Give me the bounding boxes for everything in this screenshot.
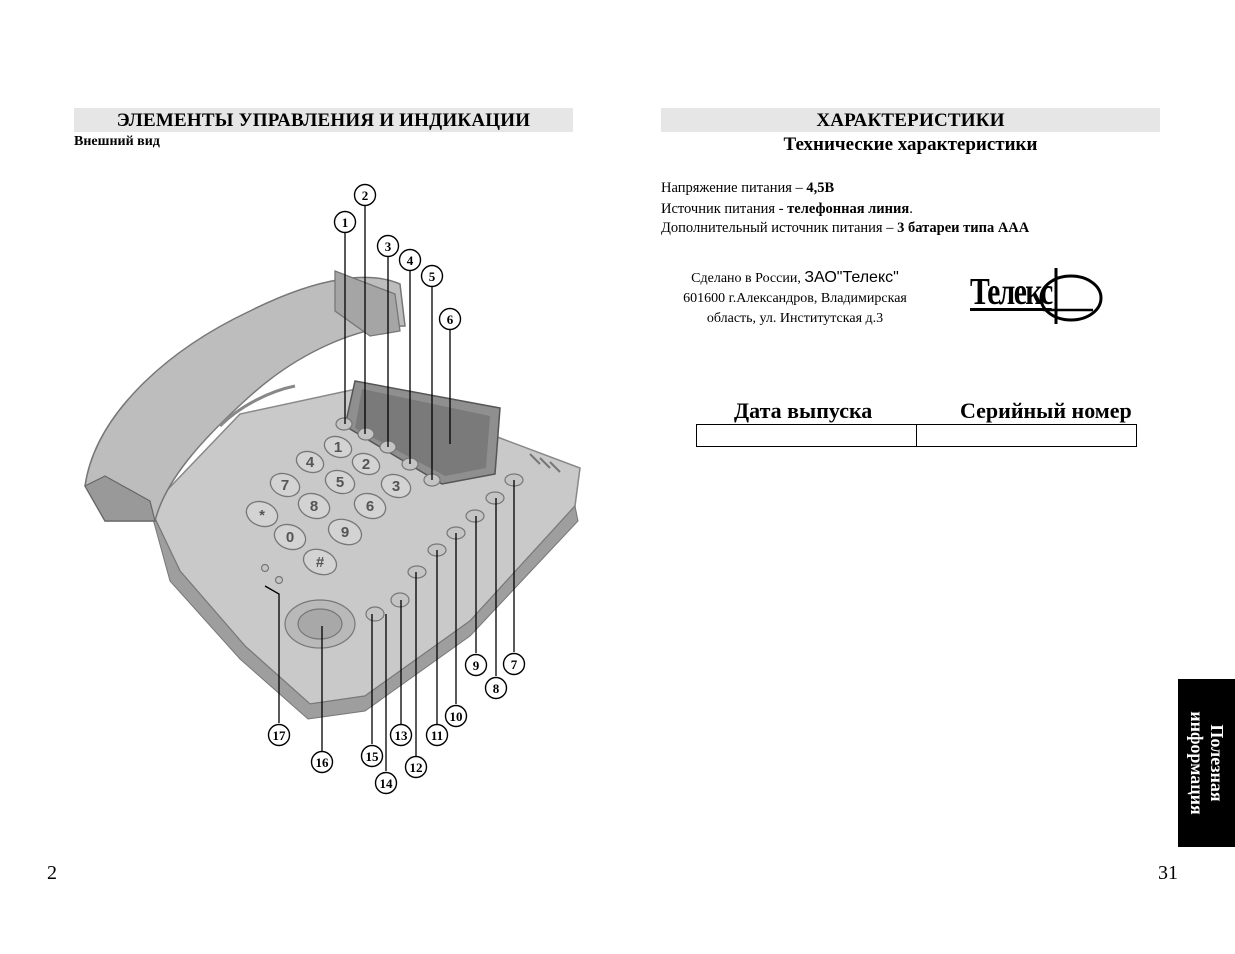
svg-text:3: 3 bbox=[384, 239, 392, 254]
svg-text:15: 15 bbox=[365, 749, 379, 764]
callout-4 bbox=[400, 250, 421, 271]
page-number-right: 31 bbox=[1158, 862, 1178, 884]
spec-label: Напряжение питания – bbox=[661, 180, 807, 196]
logo-circle-mark bbox=[965, 262, 1105, 328]
callout-16 bbox=[312, 752, 333, 773]
callout-14 bbox=[376, 773, 397, 794]
page-number-left: 2 bbox=[47, 862, 57, 884]
svg-text:6: 6 bbox=[446, 312, 454, 327]
spec-value: телефонная линия bbox=[787, 201, 910, 217]
spec-voltage bbox=[661, 180, 834, 197]
left-section-subtitle: Внешний вид bbox=[74, 134, 160, 149]
key-1: 1 bbox=[333, 439, 343, 456]
telex-logo bbox=[965, 262, 1105, 328]
callout-9 bbox=[466, 655, 487, 676]
spec-value: 3 батареи типа AAA bbox=[897, 220, 1030, 236]
key-2: 2 bbox=[361, 456, 371, 473]
key-9: 9 bbox=[340, 524, 350, 541]
right-section-subtitle: Технические характеристики bbox=[783, 134, 1038, 155]
key-0: 0 bbox=[285, 529, 295, 546]
svg-text:8: 8 bbox=[492, 681, 500, 696]
manufacturer-info bbox=[661, 268, 929, 329]
logo-text: Телекс bbox=[970, 271, 1052, 313]
key-6: 6 bbox=[365, 498, 375, 515]
right-section-title: ХАРАКТЕРИСТИКИ bbox=[661, 108, 1160, 132]
key-4: 4 bbox=[305, 454, 315, 471]
svg-text:14: 14 bbox=[379, 776, 393, 791]
svg-text:11: 11 bbox=[430, 728, 444, 743]
left-section-title: ЭЛЕМЕНТЫ УПРАВЛЕНИЯ И ИНДИКАЦИИ bbox=[74, 108, 573, 132]
telephone-illustration bbox=[70, 176, 590, 801]
callout-11 bbox=[427, 725, 448, 746]
manufacturer-line-2: 601600 г.Александров, Владимирская bbox=[683, 291, 907, 306]
key-7: 7 bbox=[280, 477, 290, 494]
callout-15 bbox=[362, 746, 383, 767]
manufacturer-line-1 bbox=[661, 268, 929, 289]
release-date-label: Дата выпуска bbox=[734, 398, 873, 423]
table-row bbox=[697, 425, 1137, 447]
svg-text:7: 7 bbox=[510, 657, 518, 672]
callout-2 bbox=[355, 185, 376, 206]
manufacturer-line-3: область, ул. Институтская д.3 bbox=[706, 311, 884, 326]
svg-text:17: 17 bbox=[272, 728, 286, 743]
side-tab bbox=[1178, 679, 1235, 847]
key-star: * bbox=[259, 507, 265, 524]
spec-backup-power bbox=[661, 220, 1029, 237]
made-in-label: Сделано в России, bbox=[691, 271, 805, 286]
callout-10 bbox=[446, 706, 467, 727]
callout-13 bbox=[391, 725, 412, 746]
key-hash: # bbox=[315, 554, 325, 571]
svg-text:12: 12 bbox=[409, 760, 423, 775]
date-serial-table bbox=[696, 424, 1137, 447]
spec-power-source bbox=[661, 201, 913, 218]
spec-suffix: . bbox=[909, 201, 913, 217]
callout-7 bbox=[504, 654, 525, 675]
callout-5 bbox=[422, 266, 443, 287]
key-8: 8 bbox=[309, 498, 319, 515]
callout-8 bbox=[486, 678, 507, 699]
svg-text:2: 2 bbox=[361, 188, 369, 203]
callout-17 bbox=[269, 725, 290, 746]
side-tab-label: Полезная информация bbox=[1186, 711, 1227, 815]
key-5: 5 bbox=[335, 474, 345, 491]
spec-value: 4,5В bbox=[806, 180, 835, 196]
svg-text:4: 4 bbox=[406, 253, 414, 268]
callout-6 bbox=[440, 309, 461, 330]
svg-text:13: 13 bbox=[394, 728, 408, 743]
callout-12 bbox=[406, 757, 427, 778]
svg-text:10: 10 bbox=[449, 709, 463, 724]
serial-number-label: Серийный номер bbox=[960, 398, 1132, 423]
company-name: ЗАО"Телекс" bbox=[804, 269, 899, 286]
callout-3 bbox=[378, 236, 399, 257]
serial-number-cell[interactable] bbox=[917, 425, 1137, 447]
callout-1 bbox=[335, 212, 356, 233]
release-date-cell[interactable] bbox=[697, 425, 917, 447]
key-3: 3 bbox=[391, 478, 401, 495]
spec-label: Дополнительный источник питания – bbox=[661, 220, 898, 236]
svg-text:16: 16 bbox=[315, 755, 329, 770]
spec-label: Источник питания - bbox=[661, 201, 788, 217]
svg-text:1: 1 bbox=[341, 215, 349, 230]
svg-text:5: 5 bbox=[428, 269, 436, 284]
svg-text:9: 9 bbox=[472, 658, 480, 673]
